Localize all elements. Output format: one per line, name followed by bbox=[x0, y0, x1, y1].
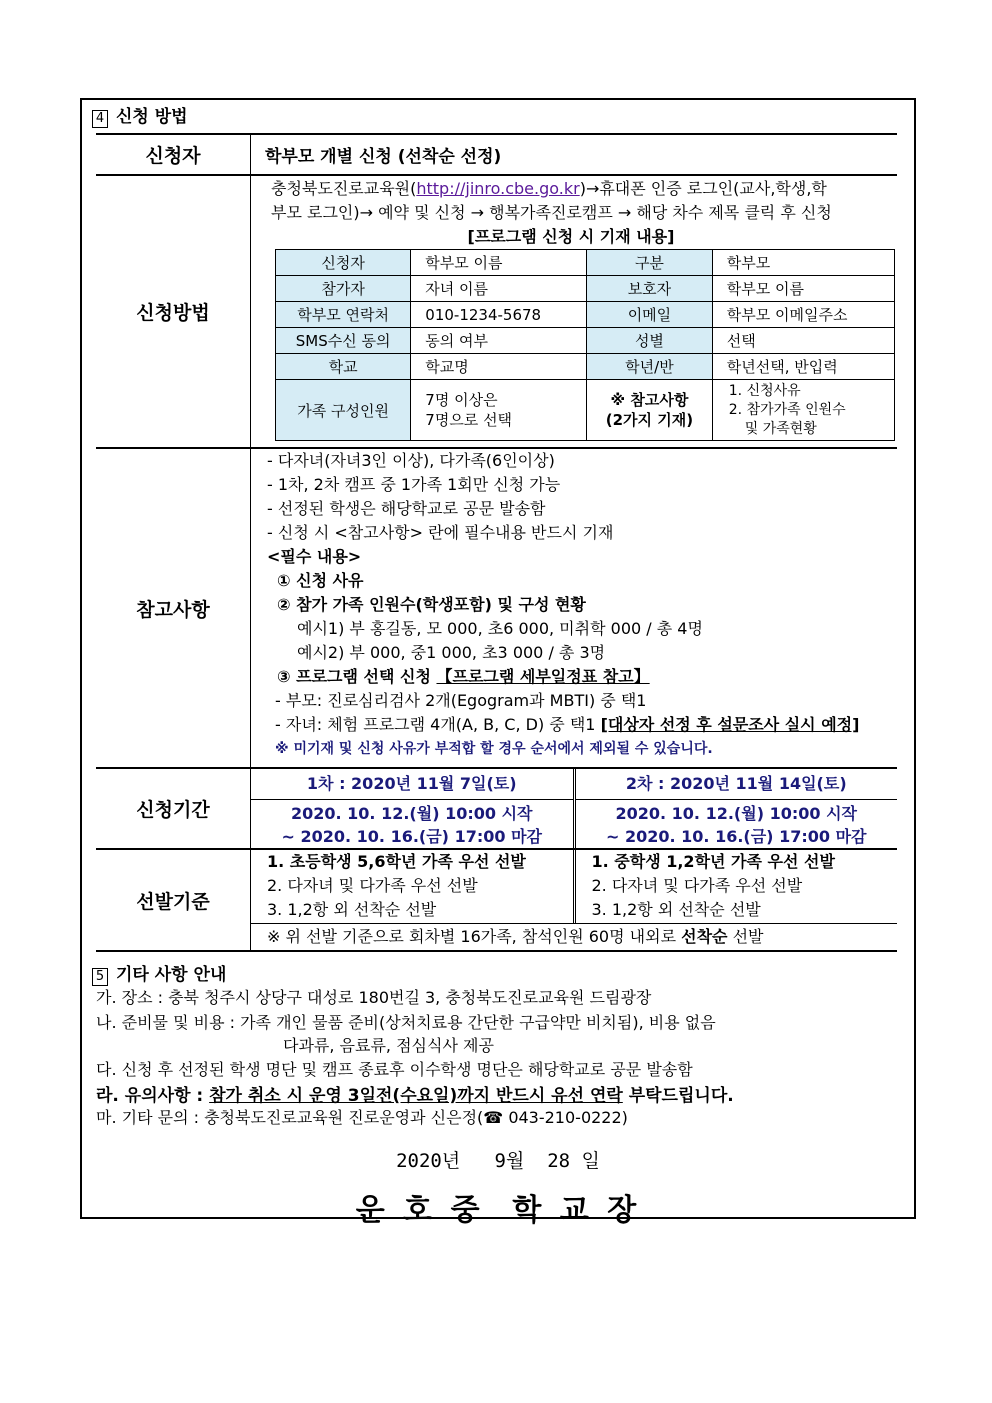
method-cell bbox=[251, 175, 898, 448]
field-value: 7명 이상은 7명으로 선택 bbox=[411, 380, 587, 441]
form-field-row bbox=[276, 250, 895, 276]
form-field-row bbox=[276, 354, 895, 380]
field-value: 학부모 이름 bbox=[411, 250, 587, 276]
field-value: 학부모 이름 bbox=[712, 276, 894, 302]
notes-cell: - 다자녀(자녀3인 이상), 다가족(6인이상) - 1차, 2차 캠프 중 1가족 1회만 신청 가능 - 선정된 학생은 해당학교로 공문 발송함 - 신청 시 <참고사항> 란에 필수내용 반드시 기재 <필수 내용> ① 신청 사유 ② 참가 가족 인원수(학생포함) 및 구성 현황 예시1) 부 홍길동, 모 000, 초6 000, 미취학 000 / 총 4명 예시2) 부 000, 중1 000, 초3 000 / 총 3명 ③ 프로그램 선택 신청 【프로그램 세부일정표 참고】 - 부모: 진로심리검사 2개(Egogram과 MBTI) 중 택1 - 자녀: 체험 프로그램 4개(A, B, C, D) 중 택1 [대상자 선정 후 설문조사 실시 예정] ※ 미기재 및 신청 사유가 부적합 할 경우 순서에서 제외될 수 있습니다. bbox=[251, 448, 898, 768]
period-label: 신청기간 bbox=[96, 768, 251, 849]
field-value: 학부모 bbox=[712, 250, 894, 276]
section-4-heading: 4 신청 방법 bbox=[92, 102, 188, 128]
round-2: 2차 : 2020년 11월 14일(토) 2020. 10. 12.(월) 10:00 시작 ~ 2020. 10. 16.(금) 17:00 마감 bbox=[573, 769, 898, 848]
method-subtitle: [프로그램 신청 시 기재 내용] bbox=[467, 227, 675, 246]
field-header: 참가자 bbox=[276, 276, 411, 302]
field-header: 이메일 bbox=[587, 302, 713, 328]
section-number: 4 bbox=[92, 110, 108, 128]
field-header: 성별 bbox=[587, 328, 713, 354]
note-header: ※ 참고사항 (2가지 기재) bbox=[587, 380, 713, 441]
field-header: 학년/반 bbox=[587, 354, 713, 380]
field-value: 학년선택, 반입력 bbox=[712, 354, 894, 380]
form-field-row bbox=[276, 302, 895, 328]
field-value: 자녀 이름 bbox=[411, 276, 587, 302]
field-value: 학교명 bbox=[411, 354, 587, 380]
field-value: 동의 여부 bbox=[411, 328, 587, 354]
section-5-heading: 5 기타 사항 안내 bbox=[92, 960, 226, 986]
criteria-round-2: 1. 중학생 1,2학년 가족 우선 선발 2. 다자녀 및 다가족 우선 선발 3. 1,2항 외 선착순 선발 bbox=[573, 850, 898, 923]
field-header: 구분 bbox=[587, 250, 713, 276]
applicant-value: 학부모 개별 신청 (선착순 선정) bbox=[251, 134, 898, 175]
site-link[interactable]: http://jinro.cbe.go.kr bbox=[416, 179, 580, 198]
method-label: 신청방법 bbox=[96, 175, 251, 448]
form-field-row bbox=[276, 276, 895, 302]
method-line-1: 충청북도진로교육원(http://jinro.cbe.go.kr)→휴대폰 인증 로그인(교사,학생,학 bbox=[271, 179, 827, 198]
field-header: 학교 bbox=[276, 354, 411, 380]
criteria-footer: ※ 위 선발 기준으로 회차별 16가족, 참석인원 60명 내외로 선착순 선발 bbox=[267, 927, 764, 946]
warning-note: ※ 미기재 및 신청 사유가 부적합 할 경우 순서에서 제외될 수 있습니다. bbox=[275, 741, 713, 757]
field-value: 학부모 이메일주소 bbox=[712, 302, 894, 328]
field-value: 010-1234-5678 bbox=[411, 302, 587, 328]
info-ga: 가. 장소 : 충북 청주시 상당구 대성로 180번길 3, 충청북도진로교육원 드림광장 bbox=[96, 988, 652, 1007]
field-header: 학부모 연락처 bbox=[276, 302, 411, 328]
info-ra: 라. 유의사항 : 참가 취소 시 운영 3일전(수요일)까지 반드시 유선 연락 부탁드립니다. bbox=[96, 1086, 734, 1106]
note-value: 1. 신청사유 2. 참가가족 인원수 및 가족현황 bbox=[712, 380, 894, 441]
field-header: 가족 구성인원 bbox=[276, 380, 411, 441]
form-field-row bbox=[276, 328, 895, 354]
period-cell bbox=[251, 768, 898, 849]
signer: 운 호 중 학 교 장 bbox=[355, 1193, 641, 1228]
round-1: 1차 : 2020년 11월 7일(토) 2020. 10. 12.(월) 10:00 시작 ~ 2020. 10. 16.(금) 17:00 마감 bbox=[251, 769, 573, 848]
criteria-cell bbox=[251, 849, 898, 951]
form-fields-table bbox=[275, 249, 895, 441]
field-header: SMS수신 동의 bbox=[276, 328, 411, 354]
application-table bbox=[96, 133, 897, 952]
criteria-label: 선발기준 bbox=[96, 849, 251, 951]
applicant-label: 신청자 bbox=[96, 134, 251, 175]
document-date: 2020년 9월 28 일 bbox=[396, 1150, 600, 1172]
field-header: 신청자 bbox=[276, 250, 411, 276]
info-na-cont: 다과류, 음료류, 점심식사 제공 bbox=[283, 1036, 494, 1055]
field-value: 선택 bbox=[712, 328, 894, 354]
criteria-round-1: 1. 초등학생 5,6학년 가족 우선 선발 2. 다자녀 및 다가족 우선 선발 3. 1,2항 외 선착순 선발 bbox=[267, 852, 526, 919]
info-da: 다. 신청 후 선정된 학생 명단 및 캠프 종료후 이수학생 명단은 해당학교로 공문 발송함 bbox=[96, 1060, 693, 1079]
method-line-2: 부모 로그인)→ 예약 및 신청 → 행복가족진로캠프 → 해당 차수 제목 클릭 후 신청 bbox=[271, 203, 832, 222]
section-number: 5 bbox=[92, 968, 108, 986]
phone-icon: ☎ bbox=[483, 1108, 504, 1127]
info-ma: 마. 기타 문의 : 충청북도진로교육원 진로운영과 신은정(☎ 043-210-0222) bbox=[96, 1108, 628, 1127]
info-na: 나. 준비물 및 비용 : 가족 개인 물품 준비(상처치료용 간단한 구급약만 비치됨), 비용 없음 bbox=[96, 1013, 716, 1032]
notes-label: 참고사항 bbox=[96, 448, 251, 768]
field-header: 보호자 bbox=[587, 276, 713, 302]
